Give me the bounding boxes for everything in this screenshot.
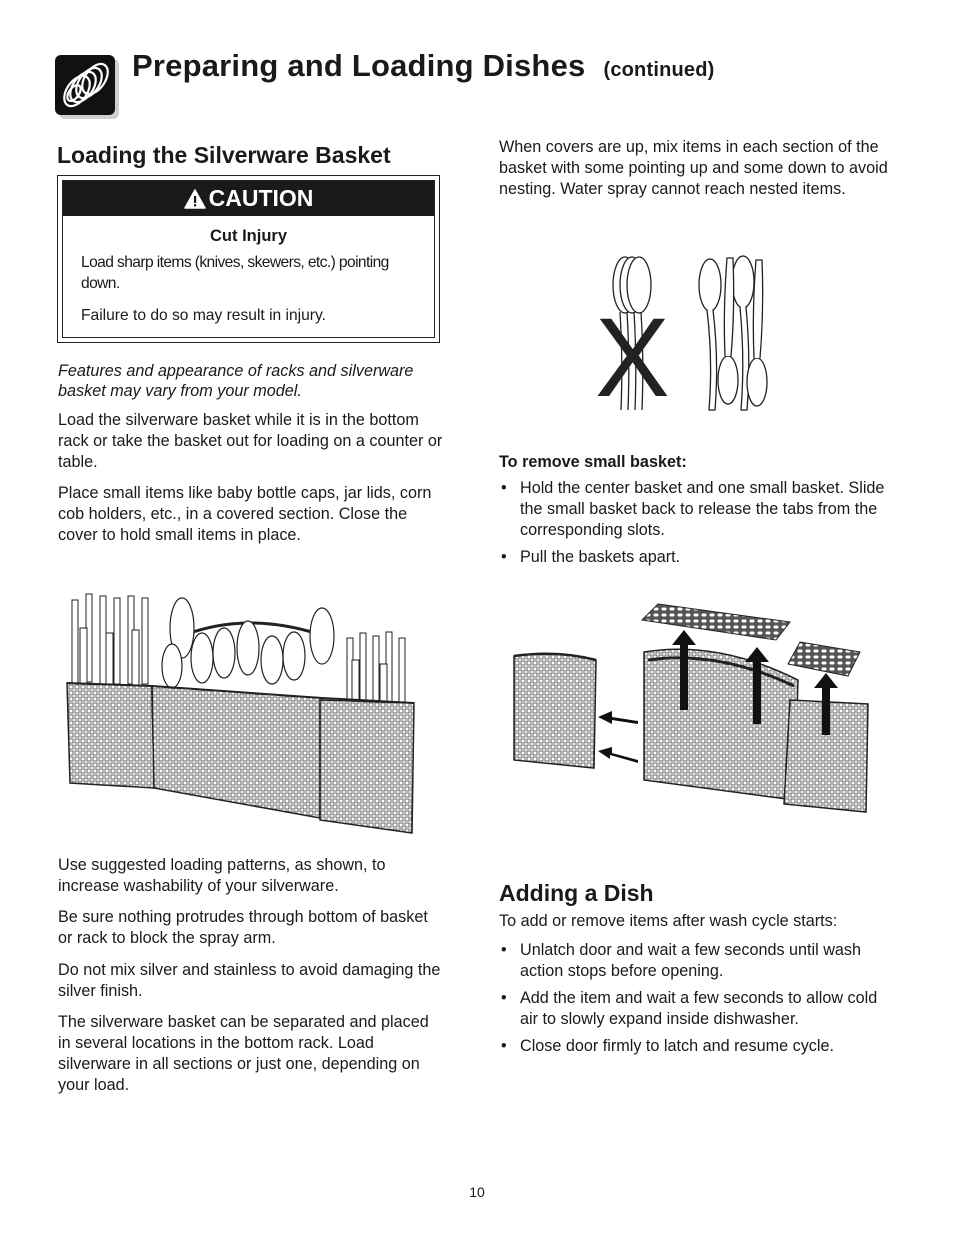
paragraph-protrudes: Be sure nothing protrudes through bottom of basket or rack to block the spray arm. [58,908,428,947]
bullet-mark: • [501,479,507,497]
page-title [132,48,715,84]
caution-line-1: Load sharp items (knives, skewers, etc.) pointing down. [81,254,389,292]
list-item-text: Close door firmly to latch and resume cycle. [520,1037,834,1055]
silverware-basket-illustration [62,588,432,838]
paragraph-covers-up: When covers are up, mix items in each section of the basket with some pointing up and some down to avoid nesting. Water spray cannot reach nested items. [499,138,888,198]
adding-dish-intro: To add or remove items after wash cycle starts: [499,912,838,930]
list-item-text: Pull the baskets apart. [520,548,681,566]
list-item-text: Unlatch door and wait a few seconds until wash action stops before opening. [520,941,862,980]
page-title-text: Preparing and Loading Dishes [132,48,586,83]
section-title-silverware: Loading the Silverware Basket [57,142,391,168]
bullet-mark: • [501,548,507,566]
paragraph-silver-stainless: Do not mix silver and stainless to avoid damaging the silver finish. [58,961,441,1000]
stacked-plates-icon [55,55,119,119]
remove-basket-heading: To remove small basket: [499,453,687,471]
list-item [499,1036,894,1057]
separating-baskets-illustration [508,600,874,816]
list-item [499,478,889,541]
paragraph-separated: The silverware basket can be separated and placed in several locations in the bottom rack. Load silverware in all sections or just one, depending on your load. [58,1013,429,1094]
illustration-x-mark: X [595,295,670,420]
caution-heading: Cut Injury [210,227,287,245]
bullet-mark: • [501,941,507,959]
caution-banner [63,181,434,216]
remove-basket-steps [499,478,889,574]
page-number: 10 [469,1184,485,1200]
list-item-text: Add the item and wait a few seconds to allow cold air to slowly expand inside dishwasher. [520,989,878,1028]
adding-dish-steps [499,940,894,1063]
paragraph-load-basket: Load the silverware basket while it is in the bottom rack or take the basket out for loading on a counter or table. [58,411,443,471]
nested-vs-mixed-spoons-illustration [595,250,775,420]
warning-triangle-icon [184,189,206,209]
bullet-mark: • [501,989,507,1007]
caution-box [57,175,440,343]
model-note: Features and appearance of racks and silverware basket may vary from your model. [58,362,414,400]
list-item [499,940,894,982]
list-item-text: Hold the center basket and one small basket. Slide the small basket back to release the tabs from the corresponding slots. [520,479,885,539]
caution-label: CAUTION [208,185,314,211]
paragraph-small-items: Place small items like baby bottle caps, jar lids, corn cob holders, etc., in a covered section. Close the cover to hold small items in place. [58,484,432,544]
paragraph-loading-patterns: Use suggested loading patterns, as shown, to increase washability of your silverware. [58,856,386,895]
list-item [499,547,889,568]
bullet-mark: • [501,1037,507,1055]
section-title-adding-dish: Adding a Dish [499,880,654,906]
page-title-continued: (continued) [603,59,715,81]
list-item [499,988,894,1030]
caution-line-2: Failure to do so may result in injury. [81,307,326,324]
